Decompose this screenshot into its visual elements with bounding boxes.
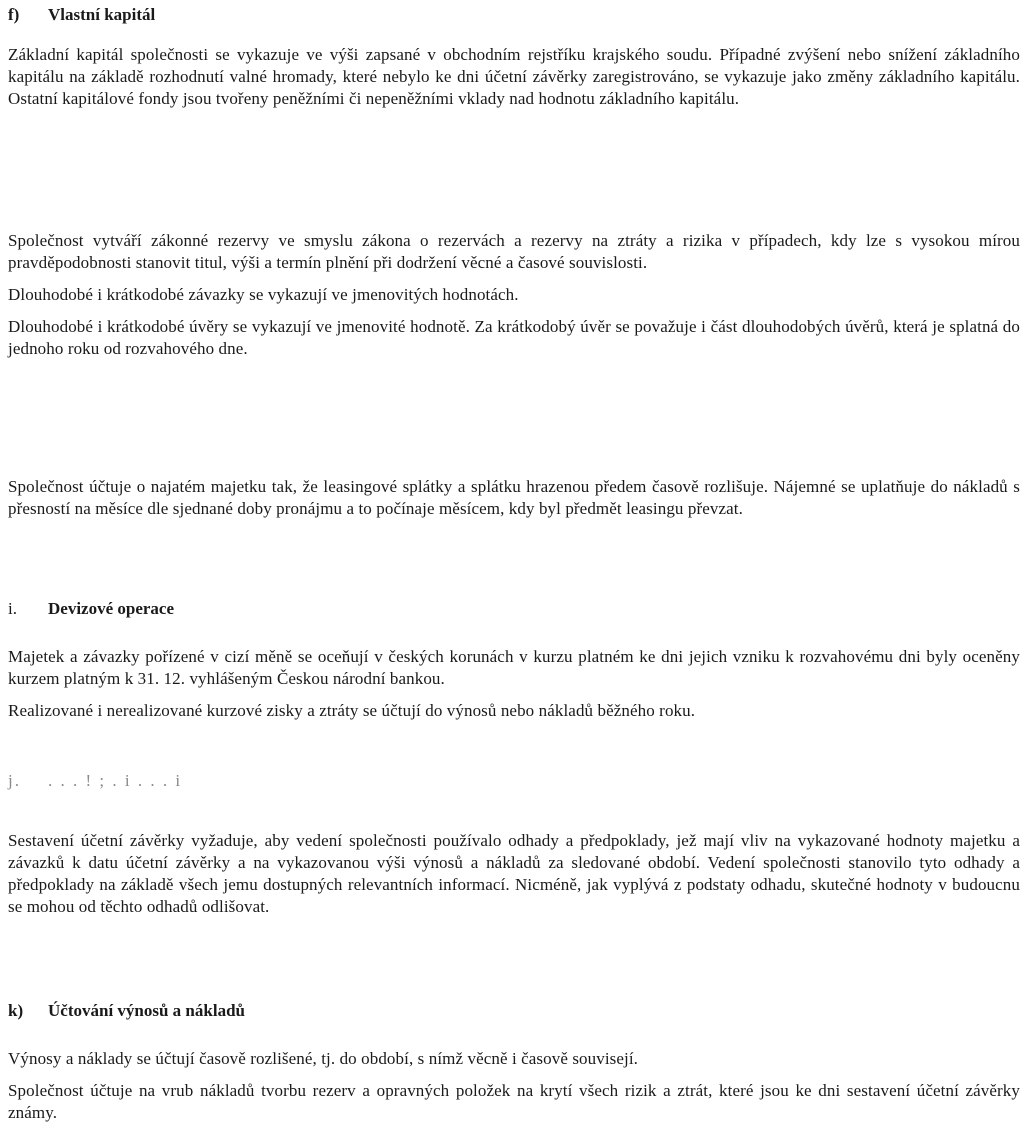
section-g-body: [8, 230, 1020, 360]
paragraph: Společnost vytváří zákonné rezervy ve smyslu zákona o rezervách a rezervy na ztráty a rizika v případech, kdy lze s vysokou mírou pravděpodobnosti stanovit titul, výši a termín plnění při dodržení věcné a časové souvislosti.: [8, 231, 1020, 272]
paragraph: Základní kapitál společnosti se vykazuje ve výši zapsané v obchodním rejstříku krajského soudu. Případné zvýšení nebo snížení základního kapitálu na základě rozhodnutí valné hromady, které nebylo ke dni účetní závěrky zaregistrováno, se vykazuje jako změny základního kapitálu. Ostatní kapitálové fondy jsou tvořeny peněžními či nepeněžními vklady nad hodnotu základního kapitálu.: [8, 45, 1020, 108]
heading-vlastni-kapital: [8, 4, 155, 26]
section-number: k): [8, 1001, 24, 1020]
heading-faint: [8, 770, 182, 792]
section-j-body: [8, 830, 1020, 918]
section-number: j.: [8, 771, 21, 790]
heading-devizove-operace: [8, 598, 174, 620]
paragraph: Společnost účtuje o najatém majetku tak, že leasingové splátky a splátku hrazenou předem časově rozlišuje. Nájemné se uplatňuje do nákladů s přesností na měsíce dle sjednané doby pronájmu a to počínaje měsícem, kdy byl předmět leasingu převzat.: [8, 477, 1020, 518]
section-f-body: [8, 44, 1020, 110]
paragraph: Dlouhodobé i krátkodobé úvěry se vykazují ve jmenovité hodnotě. Za krátkodobý úvěr se považuje i část dlouhodobých úvěrů, která je splatná do jednoho roku od rozvahového dne.: [8, 317, 1020, 358]
paragraph: Realizované i nerealizované kurzové zisky a ztráty se účtují do výnosů nebo nákladů běžného roku.: [8, 701, 696, 720]
paragraph: Dlouhodobé i krátkodobé závazky se vykazují ve jmenovitých hodnotách.: [8, 285, 519, 304]
section-title: . . . ! ; . i . . . i: [48, 771, 183, 790]
section-title: Účtování výnosů a nákladů: [48, 1001, 245, 1020]
section-k-body: [8, 1048, 1020, 1124]
paragraph: Sestavení účetní závěrky vyžaduje, aby vedení společnosti používalo odhady a předpoklady, jež mají vliv na vykazované hodnoty majetku a závazků k datu účetní závěrky a na vykazovanou výši výnosů a nákladů za sledované období. Vedení společnosti stanovilo tyto odhady a předpoklady na základě všech jemu dostupných relevantních informací. Nicméně, jak vyplývá z podstaty odhadu, skutečné hodnoty v budoucnu se mohou od těchto odhadů odlišovat.: [8, 831, 1020, 916]
section-i-body: [8, 646, 1020, 722]
section-number: f): [8, 5, 20, 24]
paragraph: Společnost účtuje na vrub nákladů tvorbu rezerv a opravných položek na krytí všech rizik a ztrát, které jsou ke dni sestavení účetní závěrky známy.: [8, 1081, 1020, 1122]
paragraph: Majetek a závazky pořízené v cizí měně se oceňují v českých korunách v kurzu platném ke dni jejich vzniku k rozvahovému dni byly oceněny kurzem platným k 31. 12. vyhlášeným Českou národní bankou.: [8, 647, 1020, 688]
section-title: Devizové operace: [48, 599, 175, 618]
section-h-body: [8, 476, 1020, 520]
heading-uctovani-vynosu: [8, 1000, 245, 1022]
paragraph: Výnosy a náklady se účtují časově rozlišené, tj. do období, s nímž věcně i časově souvisejí.: [8, 1049, 639, 1068]
section-number: i.: [8, 599, 17, 618]
section-title: Vlastní kapitál: [48, 5, 156, 24]
